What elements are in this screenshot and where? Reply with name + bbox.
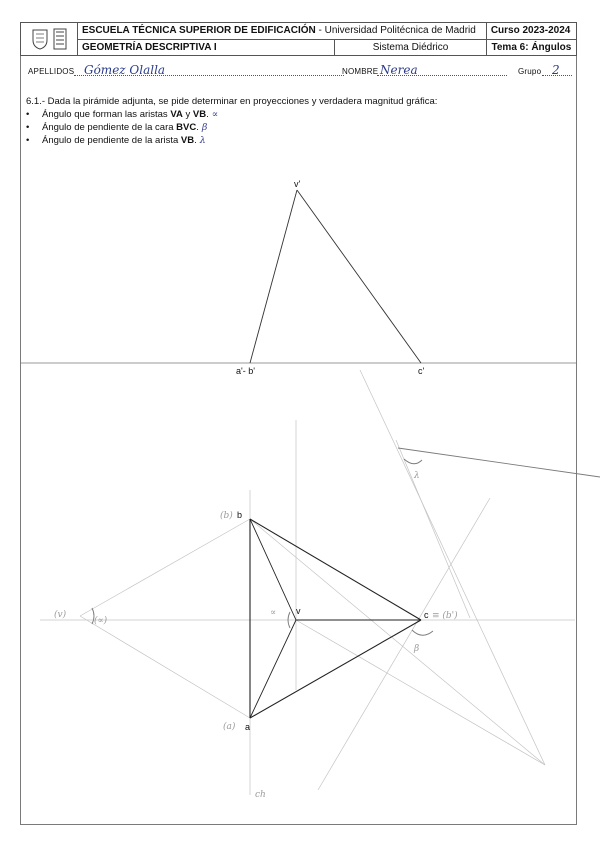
system-cell: Sistema Diédrico xyxy=(335,39,487,56)
name-value[interactable]: Nerea xyxy=(380,63,418,77)
course-cell: Curso 2023-2024 xyxy=(486,23,576,40)
surname-value[interactable]: Gómez Olalla xyxy=(84,63,166,77)
construction-lines xyxy=(40,370,575,795)
construction-diag-3 xyxy=(296,620,545,765)
lambda-arc xyxy=(404,459,422,464)
plan-view xyxy=(250,519,421,718)
construction-rv-a xyxy=(80,616,250,718)
construction-rv-b xyxy=(80,519,250,616)
item-2-post: . xyxy=(196,122,199,133)
intro-text: 6.1.- Dada la pirámide adjunta, se pide determinar en proyecciones y verdadera magnitud gráfica: xyxy=(26,96,438,107)
label-a-paren: (a) xyxy=(223,722,236,732)
edge-vprime-aprime xyxy=(250,190,297,363)
subject-cell: GEOMETRÍA DESCRIPTIVA I xyxy=(78,39,335,56)
construction-diag-4 xyxy=(250,519,545,765)
statement-item-1: • Ángulo que forman las aristas VA y VB. ∝ xyxy=(26,109,219,120)
beta-arc xyxy=(412,630,433,635)
construction-diag-1 xyxy=(360,370,545,765)
construction-diag-5 xyxy=(396,440,470,618)
label-c-extra: ≡ (b') xyxy=(432,611,458,621)
label-alpha-true: (∝) xyxy=(94,616,108,626)
item-2-text: Ángulo de pendiente de la cara xyxy=(42,122,177,133)
rebatment-line xyxy=(92,448,600,635)
label-c-prime: c' xyxy=(418,366,425,376)
group-value[interactable]: 2 xyxy=(552,63,560,77)
item-3-mark: λ xyxy=(199,135,206,146)
item-2-mark: β xyxy=(201,122,208,133)
name-label: NOMBRE xyxy=(342,67,379,76)
topic-cell: Tema 6: Ángulos xyxy=(486,39,576,56)
label-c: c xyxy=(424,610,429,620)
group-label: Grupo xyxy=(518,67,542,76)
item-3-text: Ángulo de pendiente de la arista xyxy=(42,135,181,146)
item-1-mid: y xyxy=(182,109,193,120)
label-ab-prime: a'- b' xyxy=(236,366,255,376)
edge-v-b xyxy=(250,519,296,620)
university-name: - Universidad Politécnica de Madrid xyxy=(315,25,476,37)
edge-b-c xyxy=(250,519,421,620)
label-a: a xyxy=(245,722,251,732)
label-v: v xyxy=(296,606,301,616)
construction-diag-2 xyxy=(318,498,490,790)
item-1-post: . xyxy=(206,109,209,120)
statement-item-3: • Ángulo de pendiente de la arista VB. λ xyxy=(26,135,206,146)
item-1-mark: ∝ xyxy=(211,109,219,120)
item-2-bold: BVC xyxy=(176,122,197,133)
label-v-prime: v' xyxy=(294,179,301,189)
elevation-view xyxy=(250,190,421,363)
label-b-paren: (b) xyxy=(220,511,233,521)
edge-v-a xyxy=(250,620,296,718)
lambda-true-line xyxy=(398,448,600,477)
label-lambda: λ xyxy=(414,471,420,481)
label-b: b xyxy=(237,510,243,520)
item-1-bold-a: VA xyxy=(170,109,183,120)
edge-vprime-cprime xyxy=(297,190,421,363)
school-name: ESCUELA TÉCNICA SUPERIOR DE EDIFICACIÓN xyxy=(82,25,316,37)
label-paren-v: (v) xyxy=(54,610,67,620)
item-3-bold: VB xyxy=(180,135,195,146)
statement-item-2: • Ángulo de pendiente de la cara BVC. β xyxy=(26,122,208,133)
edge-c-a xyxy=(250,620,421,718)
surname-label: APELLIDOS xyxy=(28,67,75,76)
label-alpha-small: ∝ xyxy=(270,608,277,618)
item-1-text: Ángulo que forman las aristas xyxy=(42,109,171,120)
item-3-post: . xyxy=(194,135,197,146)
item-1-bold-b: VB xyxy=(192,109,207,120)
label-ch: ch xyxy=(255,790,266,800)
label-beta: β xyxy=(414,644,420,654)
